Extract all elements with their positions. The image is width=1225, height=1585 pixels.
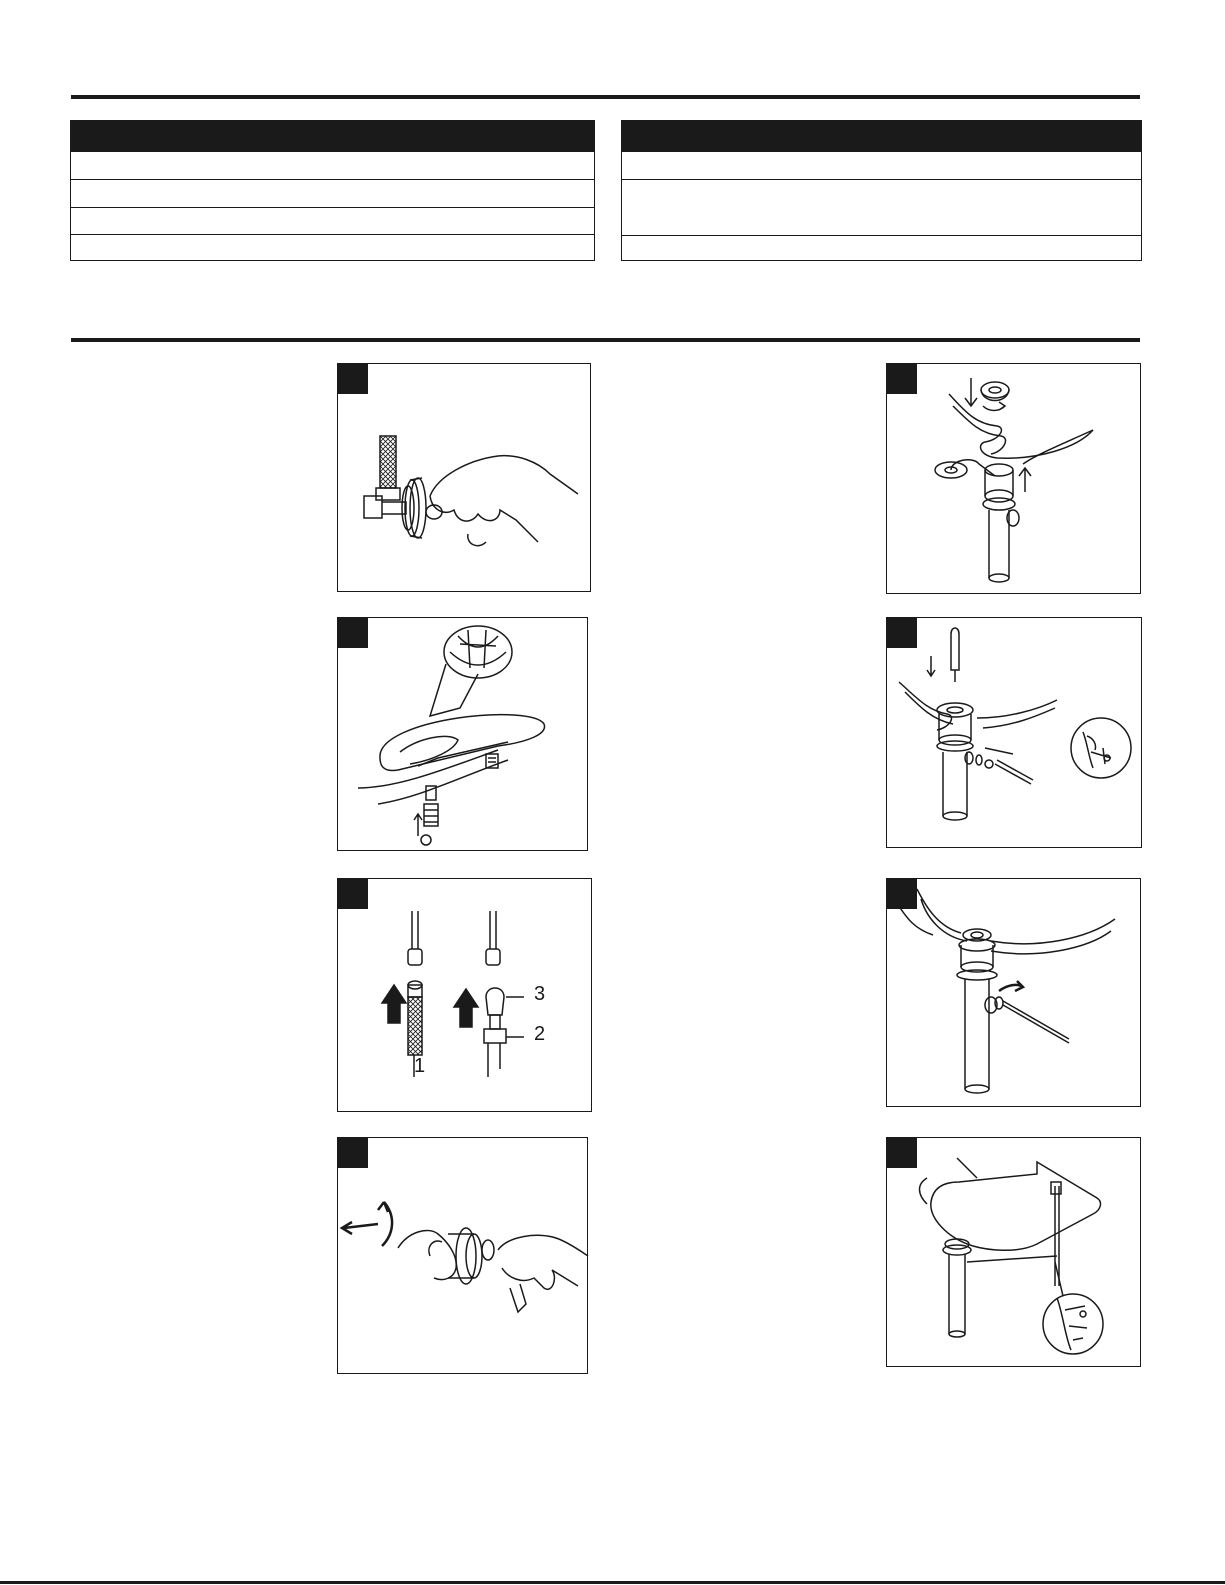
- figure-1-shutoff-valve: [337, 363, 591, 592]
- step-7-number: [887, 879, 917, 909]
- figure-2-faucet-install: [337, 617, 588, 851]
- hand-turning-valve-icon: [338, 364, 592, 593]
- step-2-number: [338, 618, 368, 648]
- step-3-number: [338, 879, 368, 909]
- spec-table-left-row-empty: [71, 234, 594, 260]
- spec-table-left-row: [71, 179, 594, 207]
- spec-table-right-row: [622, 151, 1141, 179]
- spec-table-right: [621, 120, 1142, 261]
- callout-part-1: 1: [414, 1055, 426, 1077]
- spec-table-right-row: [622, 179, 1141, 235]
- spec-table-left-header: [71, 121, 594, 151]
- spec-table-right-header: [622, 121, 1141, 151]
- figure-8-clevis-strap: [886, 1137, 1141, 1367]
- clevis-strap-icon: [887, 1138, 1142, 1368]
- drain-flange-icon: [887, 364, 1142, 595]
- step-5-number: [887, 364, 917, 394]
- page-bottom-rule: [0, 1581, 1225, 1584]
- figure-3-supply-lines: [337, 878, 592, 1112]
- aerator-removal-icon: [338, 1138, 589, 1375]
- step-1-number: [338, 364, 368, 394]
- spec-table-left: [70, 120, 595, 261]
- instructions-section-rule: [71, 338, 1140, 342]
- step-4-number: [338, 1138, 368, 1168]
- callout-part-3: 3: [534, 983, 546, 1005]
- figure-7-pivot-rod: [886, 878, 1141, 1107]
- top-section-rule: [71, 95, 1140, 99]
- figure-6-drain-assembly: [886, 617, 1142, 848]
- figure-4-aerator: [337, 1137, 588, 1374]
- step-6-number: [887, 618, 917, 648]
- spec-table-left-row: [71, 151, 594, 179]
- supply-line-connection-icon: [338, 879, 593, 1113]
- pivot-rod-icon: [887, 879, 1142, 1108]
- figure-5-drain-flange: [886, 363, 1141, 594]
- spec-table-right-row-empty: [622, 235, 1141, 261]
- callout-part-2: 2: [534, 1023, 546, 1045]
- faucet-install-icon: [338, 618, 589, 852]
- step-8-number: [887, 1138, 917, 1168]
- spec-table-left-row: [71, 207, 594, 234]
- drain-assembly-icon: [887, 618, 1143, 849]
